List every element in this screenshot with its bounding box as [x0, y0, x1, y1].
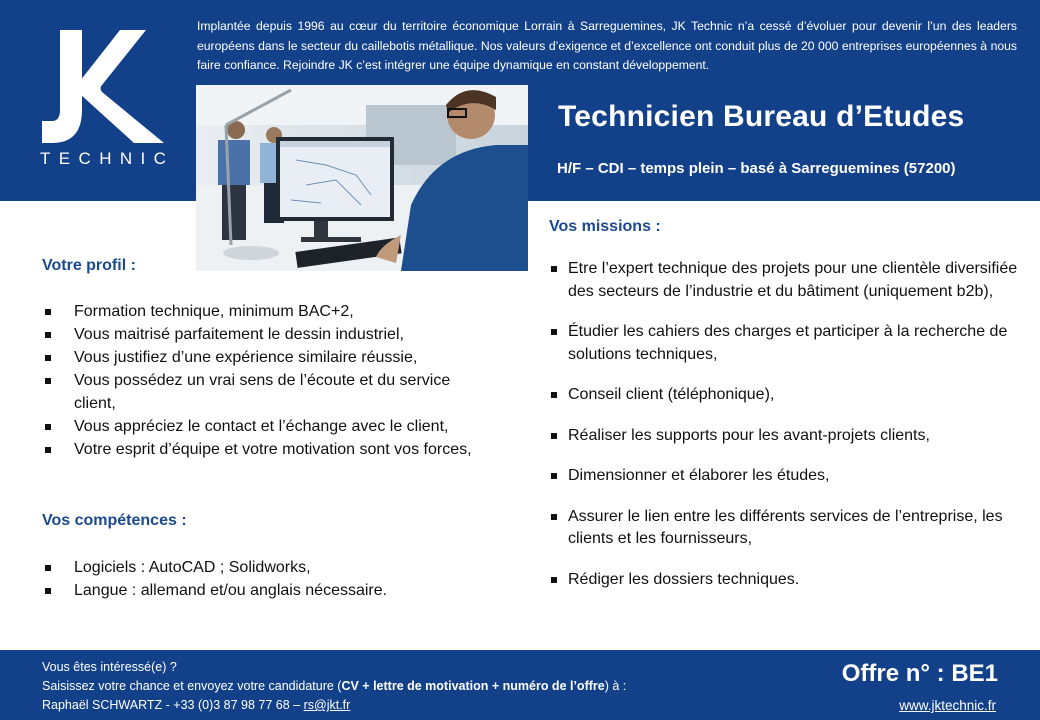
bullet-square-icon: [551, 577, 557, 583]
profile-item: Vous possédez un vrai sens de l’écoute et du service client,: [42, 369, 482, 415]
profile-item: Vous appréciez le contact et l’échange avec le client,: [42, 415, 482, 438]
mission-item: Réaliser les supports pour les avant-projets clients,: [549, 425, 1029, 448]
bullet-square-icon: [45, 447, 51, 453]
jk-technic-logo: [40, 30, 175, 175]
mission-item: Etre l’expert technique des projets pour une clientèle diversifiée des secteurs de l’industrie et du bâtiment (uniquement b2b),: [549, 258, 1029, 303]
mission-item: Rédiger les dossiers techniques.: [549, 569, 1029, 592]
bullet-square-icon: [45, 332, 51, 338]
mission-item: Assurer le lien entre les différents services de l’entreprise, les clients et les fournisseurs,: [549, 506, 1029, 551]
jk-logo-icon: [40, 30, 165, 145]
mission-item: Conseil client (téléphonique),: [549, 384, 1029, 407]
mission-item: Dimensionner et élaborer les études,: [549, 465, 1029, 488]
profile-item: Formation technique, minimum BAC+2,: [42, 300, 482, 323]
photo-illustration-icon: [196, 85, 528, 271]
mission-item: Étudier les cahiers des charges et participer à la recherche de solutions techniques,: [549, 321, 1029, 366]
bullet-square-icon: [45, 355, 51, 361]
job-title: Technicien Bureau d’Etudes: [558, 100, 965, 133]
apply-instructions: Saisissez votre chance et envoyez votre candidature (CV + lettre de motivation + numéro de l’offre) à :: [42, 679, 627, 693]
required-documents: CV + lettre de motivation + numéro de l’offre: [341, 679, 605, 693]
application-info: [42, 658, 626, 715]
bullet-square-icon: [45, 309, 51, 315]
footer-band: [0, 650, 1040, 720]
missions-heading: Vos missions :: [549, 218, 661, 235]
contact-name-phone: Raphaël SCHWARTZ - +33 (0)3 87 98 77 68 –: [42, 698, 304, 712]
bullet-square-icon: [551, 392, 557, 398]
interest-question: Vous êtes intéressé(e) ?: [42, 660, 177, 674]
profile-item: Votre esprit d’équipe et votre motivation sont vos forces,: [42, 438, 482, 461]
contact-line: [42, 696, 626, 715]
bullet-square-icon: [45, 565, 51, 571]
bullet-square-icon: [45, 588, 51, 594]
skills-heading: Vos compétences :: [42, 512, 187, 529]
bullet-square-icon: [45, 424, 51, 430]
company-intro: Implantée depuis 1996 au cœur du territoire économique Lorrain à Sarreguemines, JK Technic n’a cessé d’évoluer pour devenir l’un des leaders européens dans le secteur du caillebotis métallique. Nos valeurs d’exigence et d’excellence ont conduit plus de 20 000 entreprises européennes à nous faire confiance. Rejoindre JK c’est intégrer une équipe dynamique en constant développement.: [197, 19, 1017, 72]
bullet-square-icon: [551, 266, 557, 272]
bullet-square-icon: [551, 473, 557, 479]
bullet-square-icon: [551, 433, 557, 439]
profile-heading: Votre profil :: [42, 257, 136, 274]
offer-number: Offre n° : BE1: [841, 660, 998, 687]
bullet-square-icon: [551, 514, 557, 520]
skills-list: [42, 556, 482, 602]
profile-item: Vous maitrisé parfaitement le dessin industriel,: [42, 323, 482, 346]
skill-item: Langue : allemand et/ou anglais nécessaire.: [42, 579, 482, 602]
website-link[interactable]: www.jktechnic.fr: [899, 698, 996, 713]
profile-item: Vous justifiez d’une expérience similaire réussie,: [42, 346, 482, 369]
bullet-square-icon: [45, 378, 51, 384]
logo-subtext: TECHNIC: [40, 149, 175, 168]
profile-list: [42, 300, 482, 461]
office-photo: [196, 85, 528, 271]
bullet-square-icon: [551, 329, 557, 335]
missions-list: [549, 258, 1029, 609]
skill-item: Logiciels : AutoCAD ; Solidworks,: [42, 556, 482, 579]
email-link[interactable]: rs@jkt.fr: [303, 698, 351, 712]
job-subtitle: H/F – CDI – temps plein – basé à Sarreguemines (57200): [557, 160, 956, 177]
